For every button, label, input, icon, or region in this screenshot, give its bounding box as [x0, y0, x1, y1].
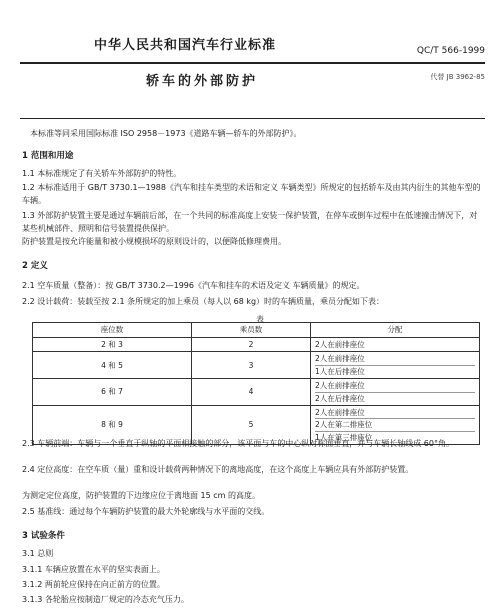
section-3-item: 3.1.1 车辆应放置在水平的坚实表面上。	[22, 565, 165, 574]
table-row	[33, 338, 480, 352]
table-cell: 2 和 3	[33, 338, 192, 352]
section-2-item: 2.1 空车质量（整备）：按 GB/T 3730.2—1996《汽车和挂车的术语及定义 车辆质量》的规定。	[22, 281, 365, 290]
table-cell: 5	[192, 405, 311, 444]
section-1-item: 1.2 本标准适用于 GB/T 3730.1—1988《汽车和挂车类型的术语和定义 车辆类型》所规定的包括轿车及由其内衍生的其他车型的车辆。	[22, 183, 481, 205]
table-subcell: 2人在后排座位	[315, 393, 365, 403]
table-subcell: 1人在第三排座位	[315, 432, 373, 442]
standard-code: QC/T 566-1999	[416, 46, 485, 56]
table-header-cell: 分配	[311, 323, 480, 338]
header-rule	[20, 62, 485, 64]
section-3-title: 3 试验条件	[22, 531, 65, 541]
table-cell: 6 和 7	[33, 379, 192, 406]
section-3-item: 3.1.2 两前轮应保持在向正前方的位置。	[22, 580, 165, 589]
table-subcell: 2人在前排座位	[315, 407, 475, 419]
table-cell: 4	[192, 379, 311, 406]
section-1-item: 1.1 本标准规定了有关轿车外部防护的特性。	[22, 169, 182, 178]
table-header-row	[33, 323, 480, 338]
section-1-item: 防护装置是按允许能量和被小规模损坏的原则设计的，以便降低修理费用。	[22, 237, 286, 246]
table-header-cell: 乘员数	[192, 323, 311, 338]
document-title: 轿车的外部防护	[146, 74, 259, 89]
section-2-item: 2.4 定位高度：在空车质（量）重和设计载荷两种情况下的离地高度，在这个高度上车辆应具有外部防护装置。	[22, 465, 414, 474]
intro-paragraph: 本标准等同采用国际标准 ISO 2958－1973《道路车辆—轿车的外部防护》。	[30, 129, 302, 138]
table-subcell: 2人在前排座位	[315, 340, 365, 349]
section-3-item: 3.1.3 各轮胎应按制造厂规定的冷态充气压力。	[22, 595, 189, 604]
table-subcell: 2人在第二排座位	[315, 419, 475, 431]
section-2-item: 为测定定位高度，防护装置的下边缘应位于离地面 15 cm 的高度。	[22, 491, 260, 500]
table-cell: 2	[192, 338, 311, 352]
section-1-title: 1 范围和用途	[22, 151, 74, 161]
table-caption: 表	[256, 315, 264, 324]
table-subcell: 2人在前排座位	[315, 353, 475, 365]
standard-header-title: 中华人民共和国汽车行业标准	[94, 38, 277, 53]
section-1-item: 1.3 外部防护装置主要是通过车辆前后部，在一个共同的标准高度上安装一保护装置，在停车或倒车过程中在低速撞击情况下，对某些机械部件、照明和信号装置提供保护。	[22, 211, 478, 233]
section-2-item: 2.5 基准线：通过每个车辆防护装置的最大外轮廓线与水平面的交线。	[22, 507, 270, 516]
replaces-note: 代替 JB 3962-85	[430, 73, 485, 81]
section-2-title: 2 定义	[22, 261, 48, 271]
table-header-cell: 座位数	[33, 323, 192, 338]
occupant-distribution-table	[32, 322, 480, 445]
table-cell	[311, 379, 480, 406]
table-cell	[311, 352, 480, 379]
table-cell	[311, 338, 480, 352]
table-subcell: 2人在前排座位	[315, 380, 475, 392]
title-rule	[20, 118, 485, 119]
table-cell: 4 和 5	[33, 352, 192, 379]
section-2-item: 2.3 车辆前端：车辆与一个垂直于纵轴的平面相接触的部分，该平面与车的中心纵对称面垂直，并与车辆长轴线成 60°角。	[22, 439, 454, 448]
table-cell: 3	[192, 352, 311, 379]
section-2-item: 2.2 设计载荷：装载至按 2.1 条所规定的加上乘员（每人以 68 kg）时的车辆质量，乘员分配如下表：	[22, 297, 385, 306]
section-3-item: 3.1 总则	[22, 549, 54, 558]
table-cell: 8 和 9	[33, 405, 192, 444]
table-row	[33, 379, 480, 406]
table-subcell: 1人在后排座位	[315, 366, 365, 376]
table-row	[33, 352, 480, 379]
